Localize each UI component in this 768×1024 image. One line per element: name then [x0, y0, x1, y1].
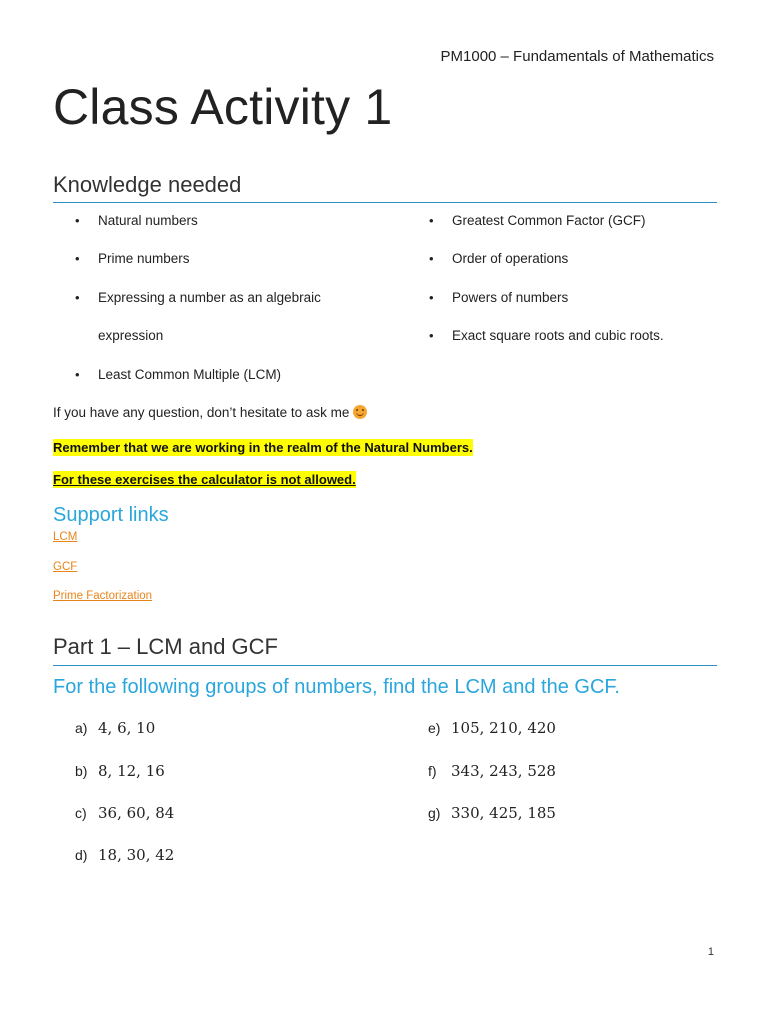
knowledge-item	[75, 213, 198, 228]
knowledge-item-continuation: expression	[98, 328, 164, 343]
bullet-icon: •	[429, 213, 434, 228]
knowledge-item-label: Expressing a number as an algebraic	[98, 290, 321, 305]
exercise-value: 105, 210, 420	[451, 719, 556, 737]
exercise-item	[75, 804, 174, 822]
section-divider	[53, 202, 717, 203]
exercise-item	[75, 719, 155, 737]
knowledge-item-label: Exact square roots and cubic roots.	[452, 328, 664, 343]
bullet-icon: •	[429, 328, 434, 343]
exercise-label: e)	[428, 720, 441, 736]
knowledge-item	[75, 367, 282, 382]
bullet-icon: •	[429, 251, 434, 266]
knowledge-item-label: Prime numbers	[98, 251, 190, 266]
knowledge-item-label: Greatest Common Factor (GCF)	[452, 213, 646, 228]
knowledge-item-label: Order of operations	[452, 251, 569, 266]
section-divider	[53, 665, 717, 666]
exercise-label: a)	[75, 720, 88, 736]
exercise-item	[75, 762, 165, 780]
knowledge-item-label: Least Common Multiple (LCM)	[98, 367, 282, 382]
exercise-label: g)	[428, 805, 441, 821]
knowledge-heading: Knowledge needed	[53, 172, 242, 197]
knowledge-item-label: Natural numbers	[98, 213, 198, 228]
part1-instruction: For the following groups of numbers, find the LCM and the GCF.	[53, 676, 620, 698]
exercise-label: d)	[75, 847, 88, 863]
bullet-icon: •	[75, 251, 80, 266]
knowledge-item	[429, 290, 569, 305]
knowledge-item	[75, 290, 321, 305]
bullet-icon: •	[75, 213, 80, 228]
question-note	[53, 405, 367, 420]
question-note-text: If you have any question, don’t hesitate to ask me	[53, 405, 350, 420]
exercise-value: 330, 425, 185	[451, 804, 556, 822]
realm-reminder: Remember that we are working in the realm of the Natural Numbers.	[53, 440, 473, 455]
course-header: PM1000 – Fundamentals of Mathematics	[440, 48, 714, 65]
knowledge-item	[429, 328, 664, 343]
link-lcm[interactable]: LCM	[53, 531, 78, 543]
part1-heading: Part 1 – LCM and GCF	[53, 634, 278, 659]
exercise-item	[428, 804, 556, 822]
exercise-item	[75, 846, 174, 864]
bullet-icon: •	[429, 290, 434, 305]
exercise-label: c)	[75, 805, 87, 821]
exercise-label: f)	[428, 763, 437, 779]
support-links-heading: Support links	[53, 504, 169, 526]
page-title: Class Activity 1	[53, 79, 393, 135]
exercise-item	[428, 762, 556, 780]
knowledge-item	[429, 251, 569, 266]
exercise-value: 8, 12, 16	[98, 762, 165, 780]
knowledge-item	[75, 251, 190, 266]
smiling-face-icon	[353, 405, 367, 419]
link-gcf[interactable]: GCF	[53, 561, 78, 573]
bullet-icon: •	[75, 367, 80, 382]
bullet-icon: •	[75, 290, 80, 305]
exercise-value: 18, 30, 42	[98, 846, 175, 864]
exercise-item	[428, 719, 556, 737]
exercise-value: 343, 243, 528	[451, 762, 556, 780]
knowledge-item-label: Powers of numbers	[452, 290, 569, 305]
calculator-notice: For these exercises the calculator is not allowed.	[53, 472, 356, 487]
knowledge-item	[429, 213, 646, 228]
link-prime-factorization[interactable]: Prime Factorization	[53, 590, 153, 602]
exercise-label: b)	[75, 763, 88, 779]
exercise-value: 4, 6, 10	[98, 719, 156, 737]
page-number: 1	[707, 946, 714, 958]
exercise-value: 36, 60, 84	[98, 804, 175, 822]
